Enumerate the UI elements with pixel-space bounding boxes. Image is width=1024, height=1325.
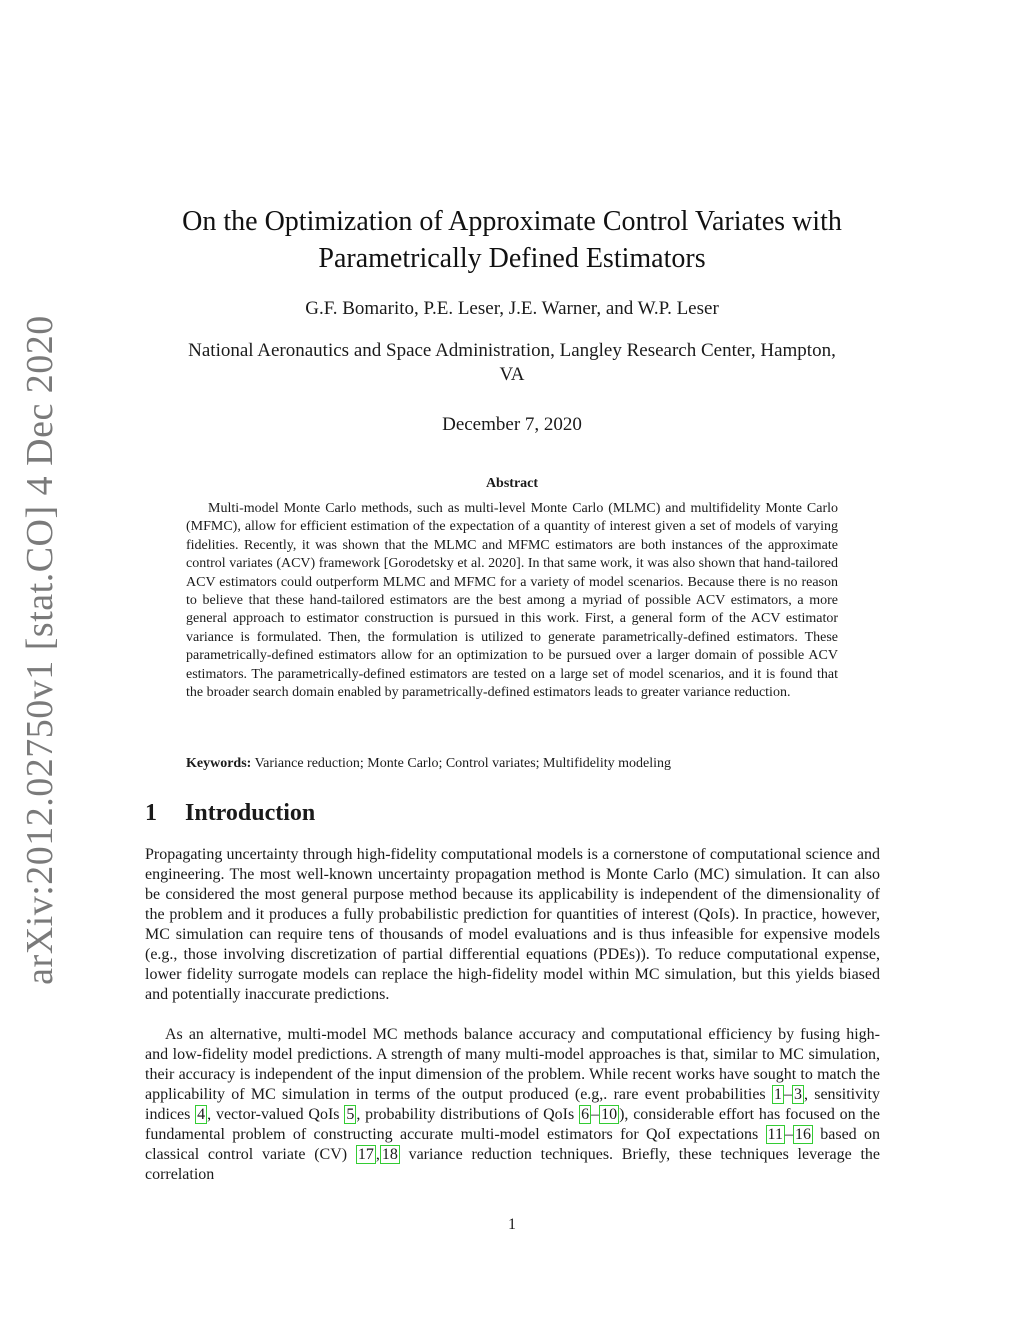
citation-separator: –	[783, 1086, 792, 1103]
citation-link[interactable]: 6	[581, 1106, 590, 1123]
paragraph-text: based on classical control variate (CV)	[145, 1126, 880, 1163]
affiliation-line-2: VA	[499, 364, 525, 385]
citation-link[interactable]: 18	[381, 1146, 398, 1163]
citation-link[interactable]: 16	[794, 1126, 811, 1143]
section-number: 1	[145, 800, 157, 826]
citation-separator: –	[784, 1126, 793, 1143]
affiliation	[140, 339, 884, 387]
paragraph-text: , vector-valued QoIs	[207, 1106, 345, 1123]
section-heading-introduction	[145, 800, 645, 827]
publication-date: December 7, 2020	[442, 414, 582, 435]
paper-title	[140, 203, 884, 277]
keywords-text: Variance reduction; Monte Carlo; Control variates; Multifidelity modeling	[254, 756, 671, 771]
arxiv-identifier-stamp[interactable]: arXiv:2012.02750v1 [stat.CO] 4 Dec 2020	[19, 315, 61, 985]
citation-link[interactable]: 4	[197, 1106, 206, 1123]
intro-paragraph-1: Propagating uncertainty through high-fidelity computational models is a cornerstone of computational science and engineering. The most well-known uncertainty propagation method is Monte Carlo (MC) simulation. It can also be considered the most general purpose method because its applicability is independent of the dimensionality of the problem and it produces a fully probabilistic prediction for quantities of interest (QoIs). In practice, however, MC simulation can require tens of thousands of model evaluations and is thus infeasible for expensive models (e.g., those involving discretization of partial differential equations (PDEs)). To reduce computational expense, lower fidelity surrogate models can replace the high-fidelity model within MC simulation, but this yields biased and potentially inaccurate predictions.	[145, 846, 880, 1003]
paragraph-text: ), considerable effort has focused on the fundamental problem of constructing accurate multi-model estimators for QoI expectations	[145, 1106, 880, 1143]
title-line-2: Parametrically Defined Estimators	[318, 243, 706, 274]
intro-paragraph-2	[145, 1025, 880, 1185]
paragraph-text: As an alternative, multi-model MC methods balance accuracy and computational efficiency by fusing high- and low-fidelity model predictions. A strength of many multi-model approaches is that, similar to MC simulation, their accuracy is independent of the input dimension of the problem. While recent works have sought to match the applicability of MC simulation in terms of the output produced (e.g,. rare event probabilities	[145, 1026, 880, 1103]
section-title: Introduction	[185, 800, 316, 826]
citation-link[interactable]: 10	[601, 1106, 618, 1123]
citation-link[interactable]: 11	[767, 1126, 783, 1143]
abstract-heading: Abstract	[485, 476, 539, 491]
author-list: G.F. Bomarito, P.E. Leser, J.E. Warner, and W.P. Leser	[305, 298, 719, 319]
abstract-text: Multi-model Monte Carlo methods, such as multi-level Monte Carlo (MLMC) and multifidelity Monte Carlo (MFMC), allow for efficient estimation of the expectation of a quantity of interest given a set of models of varying fidelities. Recently, it was shown that the MLMC and MFMC estimators are both instances of the approximate control variates (ACV) framework [Gorodetsky et al. 2020]. In that same work, it was also shown that hand-tailored ACV estimators could outperform MLMC and MFMC for a variety of model scenarios. Because there is no reason to believe that these hand-tailored estimators are the best among a myriad of possible ACV estimators, a more general approach to estimator construction is pursued in this work. First, a general form of the ACV estimator variance is formulated. Then, the formulation is utilized to generate parametrically-defined estimators. These parametrically-defined estimators allow for an optimization to be pursued over a larger domain of possible ACV estimators. The parametrically-defined estimators are tested on a large set of model scenarios, and it is found that the broader search domain enabled by parametrically-defined estimators leads to greater variance reduction.	[186, 501, 838, 701]
title-line-1: On the Optimization of Approximate Control Variates with	[182, 206, 842, 237]
keywords	[186, 755, 838, 773]
keywords-label: Keywords:	[186, 756, 252, 771]
citation-separator: ,	[375, 1146, 380, 1163]
citation-link[interactable]: 17	[357, 1146, 374, 1163]
citation-link[interactable]: 5	[346, 1106, 355, 1123]
citation-separator: –	[591, 1106, 600, 1123]
paragraph-text: , sensitivity indices	[145, 1086, 881, 1123]
affiliation-line-1: National Aeronautics and Space Administration, Langley Research Center, Hampton,	[188, 340, 836, 361]
paragraph-text: variance reduction techniques. Briefly, these techniques leverage the correlation	[145, 1146, 881, 1183]
citation-link[interactable]: 1	[773, 1086, 782, 1103]
page-number: 1	[508, 1216, 516, 1233]
paragraph-text: , probability distributions of QoIs	[356, 1106, 580, 1123]
citation-link[interactable]: 3	[793, 1086, 802, 1103]
